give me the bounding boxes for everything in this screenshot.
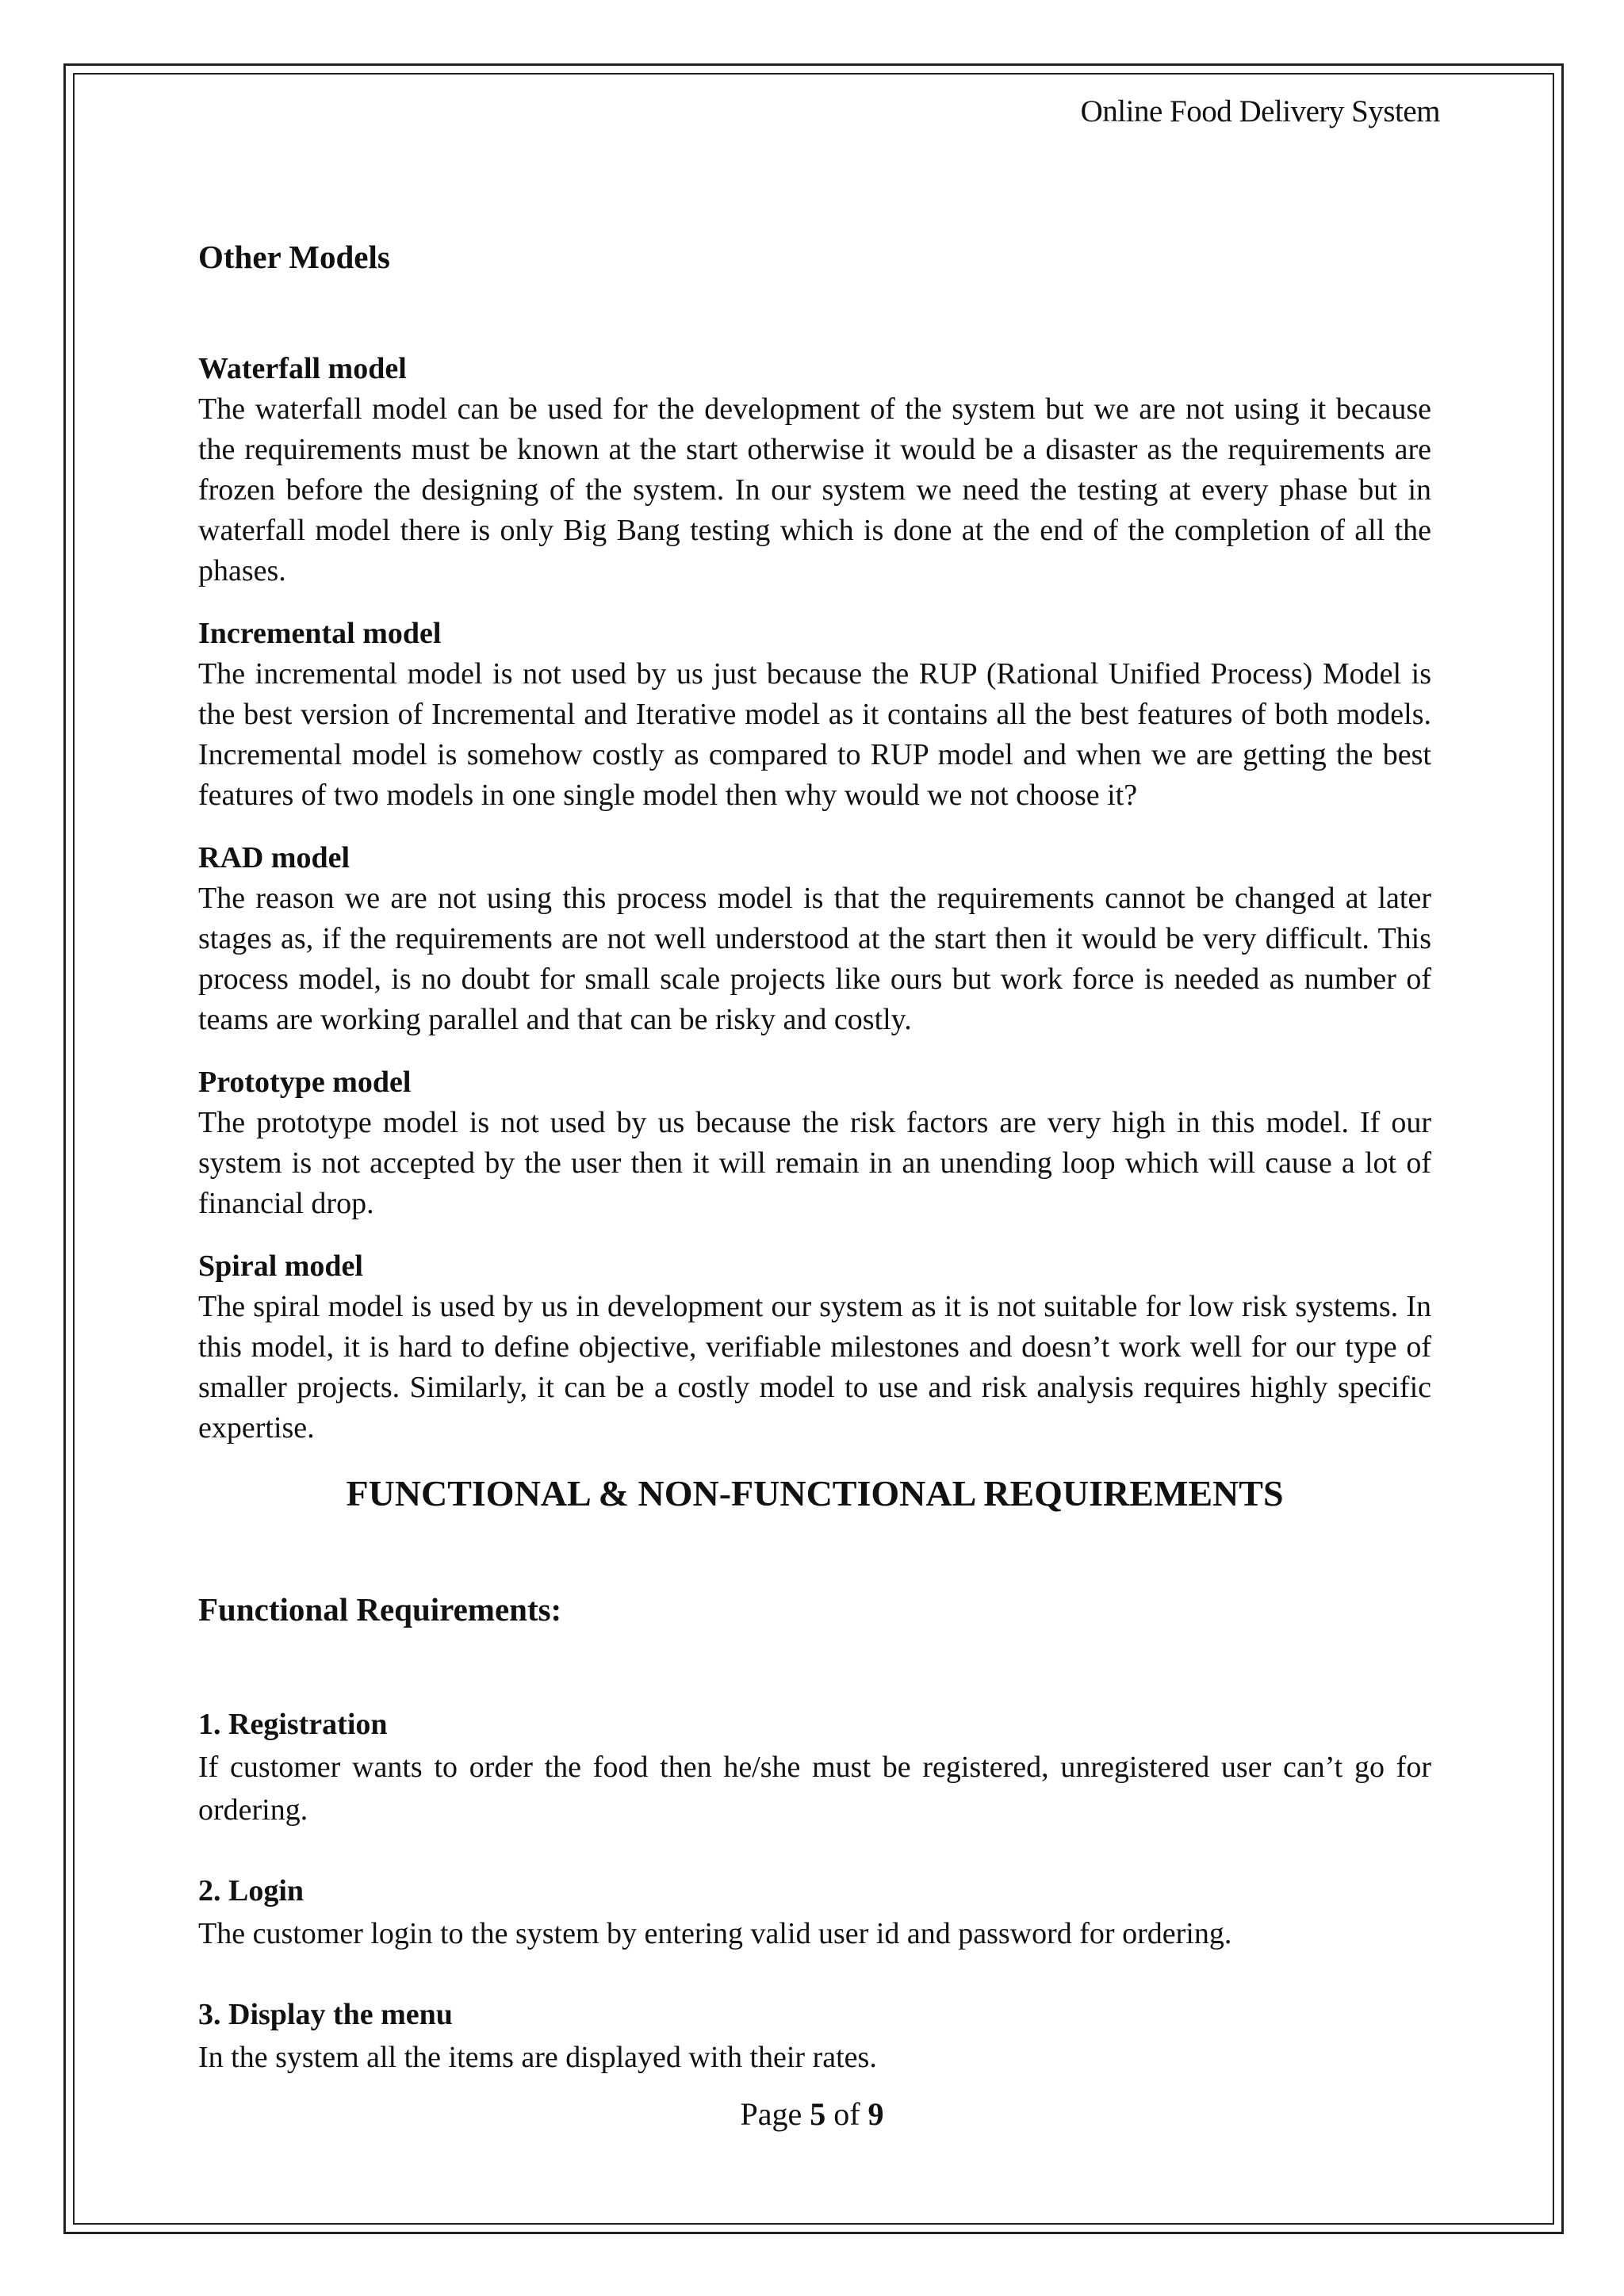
- model-text: The reason we are not using this process model is that the requirements cannot be changed at later stages as, if the requirements are not well understood at the start then it would be very difficult. This process model, is no doubt for small scale projects like ours but work force is needed as number of teams are working parallel and that can be risky and costly.: [198, 882, 1431, 1036]
- model-section-prototype: [198, 1062, 1431, 1224]
- requirement-text: In the system all the items are displayed with their rates.: [198, 2041, 877, 2074]
- requirement-number: 1.: [198, 1708, 221, 1741]
- other-models-heading: Other Models: [198, 239, 390, 275]
- page-label: Page: [740, 2096, 802, 2132]
- requirement-title: [198, 1869, 1431, 1912]
- model-title: Spiral model: [198, 1249, 363, 1283]
- model-title: RAD model: [198, 841, 350, 874]
- requirement-title-text: Login: [228, 1874, 304, 1908]
- model-section-spiral: [198, 1246, 1431, 1448]
- model-text: The spiral model is used by us in development our system as it is not suitable for low risk systems. In this model, it is hard to define objective, verifiable milestones and doesn’t work well for our type of smaller projects. Similarly, it can be a costly model to use and risk analysis requires highly specific expertise.: [198, 1290, 1431, 1445]
- requirement-login: [198, 1869, 1431, 1955]
- requirement-number: 3.: [198, 1998, 221, 2031]
- functional-requirements-heading: Functional Requirements:: [198, 1591, 562, 1628]
- requirement-display-menu: [198, 1993, 1431, 2079]
- requirement-title-text: Registration: [228, 1708, 388, 1741]
- total-pages-number: 9: [868, 2096, 884, 2132]
- model-section-incremental: [198, 614, 1431, 816]
- requirement-title-text: Display the menu: [228, 1998, 453, 2031]
- requirement-text: If customer wants to order the food then he/she must be registered, unregistered user can’t go for ordering.: [198, 1751, 1431, 1827]
- model-section-waterfall: [198, 349, 1431, 591]
- model-title: Incremental model: [198, 617, 442, 650]
- model-section-rad: [198, 838, 1431, 1040]
- of-label: of: [833, 2096, 860, 2132]
- running-header: Online Food Delivery System: [1080, 94, 1440, 128]
- requirement-title: [198, 1703, 1431, 1746]
- model-text: The prototype model is not used by us because the risk factors are very high in this model. If our system is not accepted by the user then it will remain in an unending loop which will cause a lot of financial drop.: [198, 1106, 1431, 1220]
- requirement-registration: [198, 1703, 1431, 1831]
- model-title: Prototype model: [198, 1066, 412, 1099]
- page-content: [198, 238, 1431, 2117]
- requirement-number: 2.: [198, 1874, 221, 1908]
- requirement-title: [198, 1993, 1431, 2036]
- model-text: The waterfall model can be used for the development of the system but we are not using it because the requirements must be known at the start otherwise it would be a disaster as the requirements are frozen before the designing of the system. In our system we need the testing at every phase but in waterfall model there is only Big Bang testing which is done at the end of the completion of all the phases.: [198, 392, 1431, 587]
- requirements-main-heading: FUNCTIONAL & NON-FUNCTIONAL REQUIREMENTS: [346, 1473, 1284, 1513]
- model-title: Waterfall model: [198, 352, 407, 385]
- requirement-text: The customer login to the system by entering valid user id and password for ordering.: [198, 1917, 1232, 1950]
- current-page-number: 5: [810, 2096, 826, 2132]
- page-footer: [0, 2095, 1624, 2133]
- model-text: The incremental model is not used by us just because the RUP (Rational Unified Process) Model is the best version of Incremental and Iterative model as it contains all the best features of both models. Incremental model is somehow costly as compared to RUP model and when we are getting the best features of two models in one single model then why would we not choose it?: [198, 657, 1431, 812]
